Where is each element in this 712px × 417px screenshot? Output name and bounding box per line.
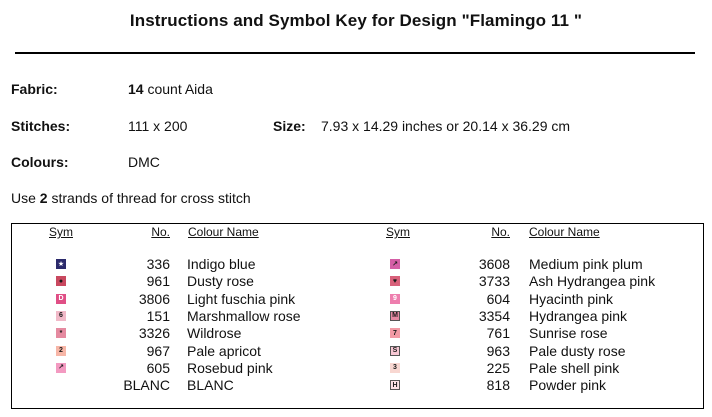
right-dmc-number: 3354: [478, 307, 510, 324]
stitches-value: 111 x 200: [128, 118, 188, 134]
left-symbol-swatch: ●: [56, 276, 66, 286]
right-colour-name: Pale dusty rose: [529, 342, 626, 359]
fabric-value: [128, 81, 213, 97]
colours-label: Colours:: [11, 154, 69, 170]
header-sym-left: Sym: [49, 225, 73, 239]
right-symbol-swatch: ↗: [390, 259, 400, 269]
right-colour-name: Pale shell pink: [529, 359, 620, 376]
right-colour-name: Ash Hydrangea pink: [529, 273, 656, 290]
size-value: 7.93 x 14.29 inches or 20.14 x 36.29 cm: [321, 118, 571, 134]
header-sym-right: Sym: [386, 225, 410, 239]
header-name-right: Colour Name: [529, 225, 600, 239]
left-dmc-number: 961: [146, 273, 170, 290]
right-symbol-swatch: 3: [390, 363, 400, 373]
left-colour-name: Indigo blue: [187, 256, 256, 272]
left-colour-name: BLANC: [187, 377, 234, 394]
right-colour-name: Sunrise rose: [529, 325, 608, 342]
title-divider: [15, 52, 695, 54]
left-colour-name: Wildrose: [187, 325, 242, 342]
left-dmc-number: 3806: [138, 290, 170, 307]
right-colour-name: Powder pink: [529, 377, 607, 394]
colours-value: DMC: [128, 154, 160, 170]
right-colour-name: Medium pink plum: [529, 256, 643, 272]
left-dmc-number: 605: [146, 359, 170, 376]
right-dmc-number: 761: [486, 325, 510, 342]
left-colour-name: Dusty rose: [187, 273, 254, 290]
left-dmc-number: 967: [146, 342, 170, 359]
fabric-label: Fabric:: [11, 81, 58, 97]
right-colour-name: Hyacinth pink: [529, 290, 614, 307]
right-colour-name: Hydrangea pink: [529, 307, 628, 324]
right-dmc-number: 3608: [478, 256, 510, 272]
right-symbol-swatch: 9: [390, 294, 400, 304]
left-symbol-swatch: D: [56, 294, 66, 304]
left-symbol-swatch: *: [56, 328, 66, 338]
left-dmc-number: BLANC: [123, 377, 170, 394]
left-dmc-number: 336: [146, 256, 170, 272]
left-colour-name: Rosebud pink: [187, 359, 273, 376]
left-symbol-swatch: 6: [56, 311, 66, 321]
left-symbol-swatch: ↗: [56, 363, 66, 373]
size-label: Size:: [273, 118, 306, 134]
right-dmc-number: 604: [486, 290, 510, 307]
right-symbol-swatch: ♥: [390, 276, 400, 286]
stitches-label: Stitches:: [11, 118, 71, 134]
right-dmc-number: 963: [486, 342, 510, 359]
right-symbol-swatch: H: [390, 380, 400, 390]
header-no-left: No.: [151, 225, 170, 239]
left-colour-name: Light fuschia pink: [187, 290, 296, 307]
left-dmc-number: 3326: [138, 325, 170, 342]
right-dmc-number: 3733: [478, 273, 510, 290]
left-colour-name: Marshmallow rose: [187, 307, 301, 324]
header-no-right: No.: [491, 225, 510, 239]
strands-pre: Use: [11, 190, 40, 206]
left-dmc-number: 151: [146, 307, 170, 324]
strands-count: 2: [39, 190, 48, 206]
left-symbol-swatch: 2: [56, 346, 66, 356]
page-title: Instructions and Symbol Key for Design "Flamingo 11 ": [129, 11, 583, 30]
left-colour-name: Pale apricot: [187, 342, 261, 359]
left-symbol-swatch: ★: [57, 260, 65, 268]
right-dmc-number: 225: [486, 359, 510, 376]
fabric-count: 14: [128, 81, 144, 97]
right-symbol-swatch: M: [390, 311, 400, 321]
fabric-type: count Aida: [143, 81, 213, 97]
right-symbol-swatch: 7: [390, 328, 400, 338]
strands-post: strands of thread for cross stitch: [47, 190, 251, 206]
strands-instruction: [11, 190, 251, 206]
header-name-left: Colour Name: [188, 225, 259, 239]
right-dmc-number: 818: [486, 377, 510, 394]
right-symbol-swatch: S: [390, 346, 400, 356]
